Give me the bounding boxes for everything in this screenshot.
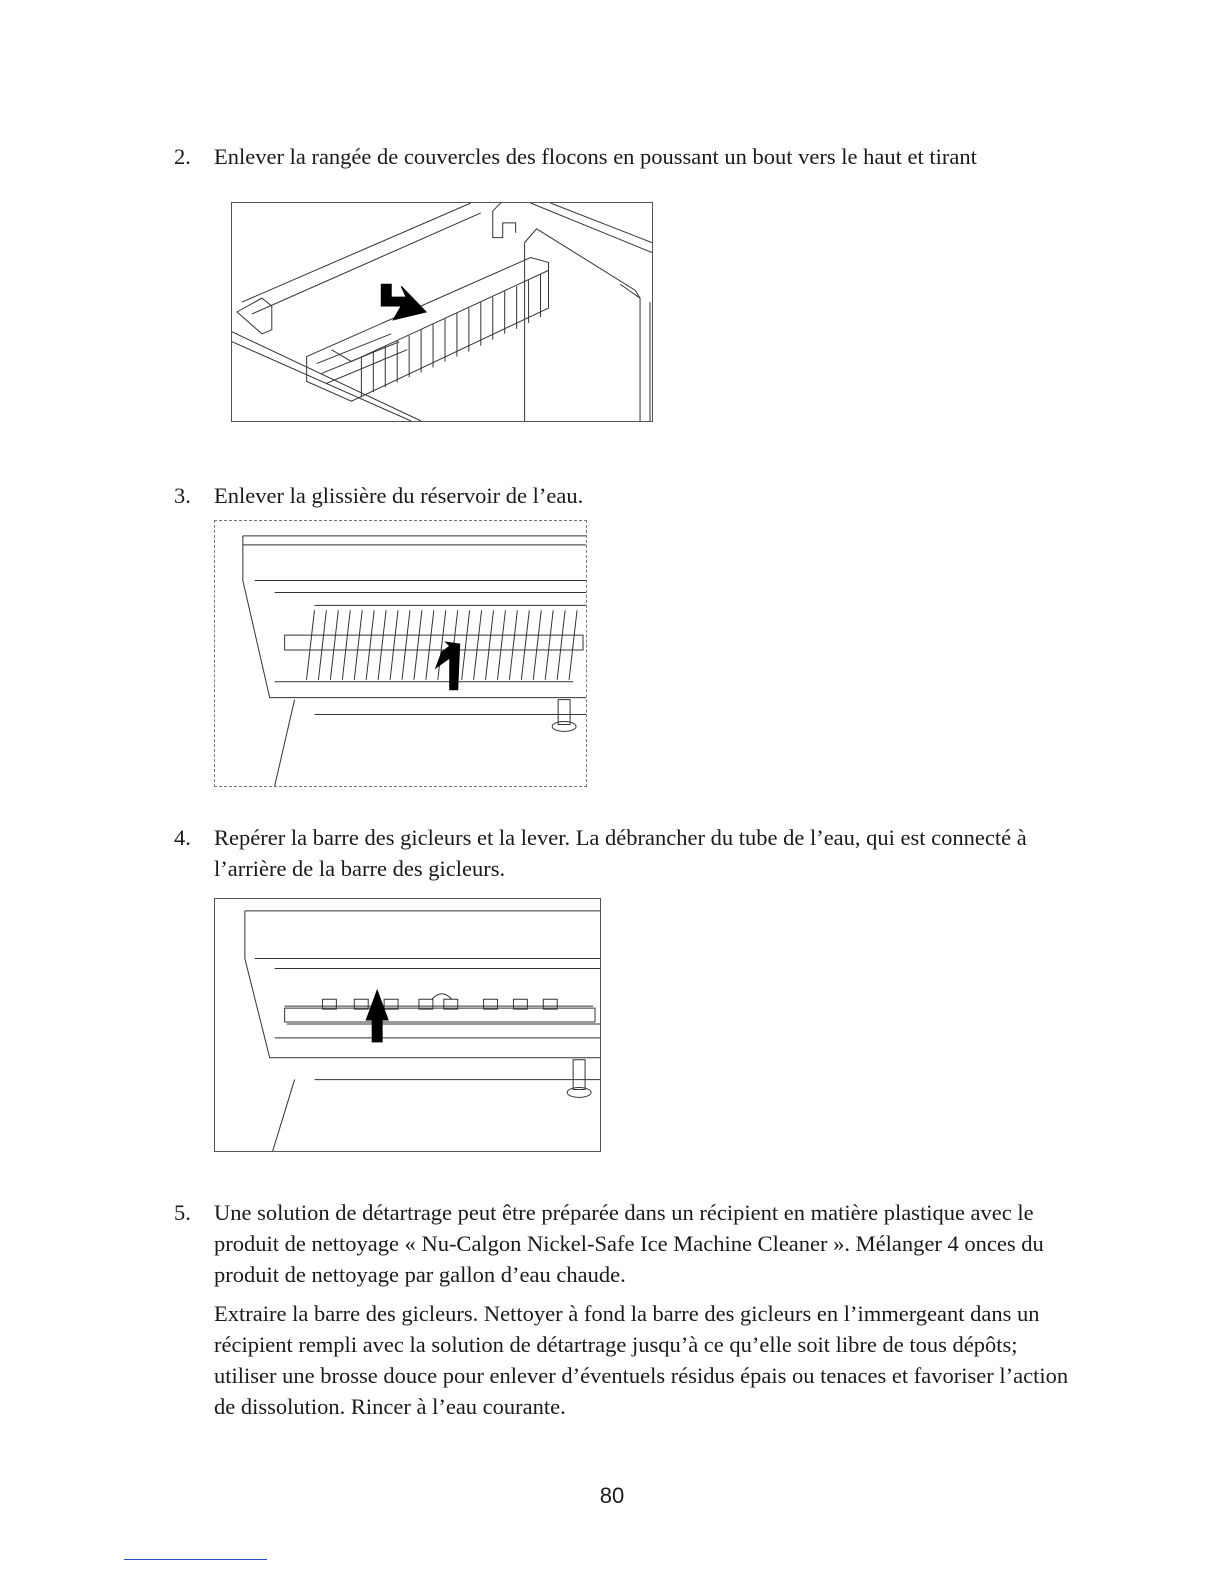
step-text: Enlever la glissière du réservoir de l’eau. xyxy=(214,483,584,508)
step-5 xyxy=(174,1197,1074,1422)
step-3 xyxy=(174,480,1074,511)
step-number: 2. xyxy=(174,144,191,169)
footer-rule xyxy=(124,1559,267,1560)
step-number: 5. xyxy=(174,1200,191,1225)
figure-spray-bar-lift xyxy=(214,898,601,1152)
step-text-continued: Extraire la barre des gicleurs. Nettoyer à fond la barre des gicleurs en l’immergeant dans un récipient rempli avec la solution de détartrage jusqu’à ce qu’elle soit libre de tous dépôts; utiliser une brosse douce pour enlever d’éventuels résidus épais ou tenaces et favoriser l’action de dissolution. Rincer à l’eau courante. xyxy=(214,1301,1069,1419)
step-2 xyxy=(174,141,1074,172)
step-4 xyxy=(174,822,1074,884)
step-number: 4. xyxy=(174,825,191,850)
figure-water-trough-removal xyxy=(214,520,587,787)
step-number: 3. xyxy=(174,483,191,508)
step-text: Une solution de détartrage peut être préparée dans un récipient en matière plastique avec le produit de nettoyage « Nu-Calgon Nickel-Safe Ice Machine Cleaner ». Mélanger 4 onces du produit de nettoyage par gallon d’eau chaude. xyxy=(214,1200,1044,1287)
figure-flake-cover-removal xyxy=(231,202,653,422)
step-text: Repérer la barre des gicleurs et la lever. La débrancher du tube de l’eau, qui est connecté à l’arrière de la barre des gicleurs. xyxy=(214,825,1027,881)
step-text: Enlever la rangée de couvercles des flocons en poussant un bout vers le haut et tirant xyxy=(214,144,977,169)
page-number: 80 xyxy=(599,1483,625,1508)
